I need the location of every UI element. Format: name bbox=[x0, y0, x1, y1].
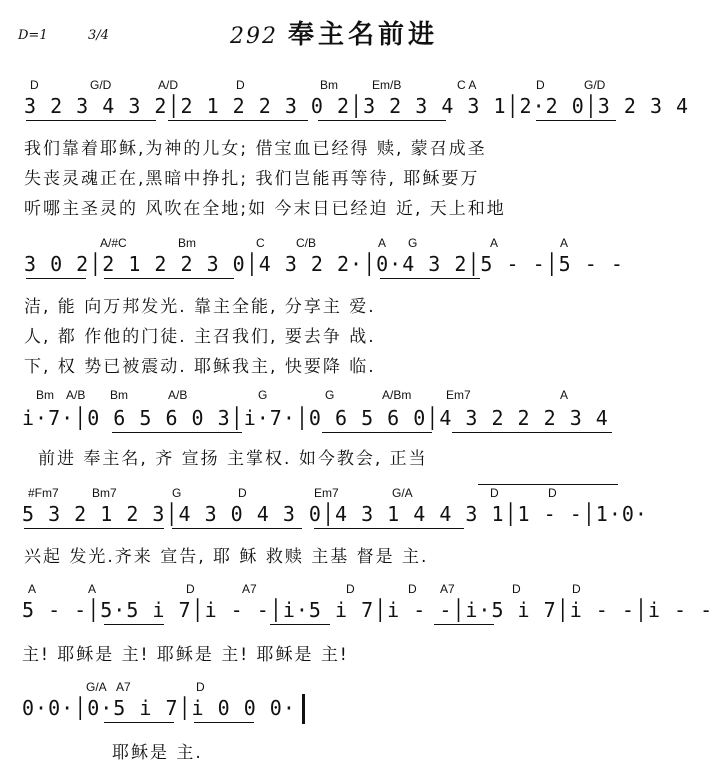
chord: D bbox=[30, 78, 39, 92]
chord: Em/B bbox=[372, 78, 402, 92]
underline bbox=[270, 624, 330, 625]
chord: A bbox=[560, 388, 569, 402]
chord: G bbox=[408, 236, 418, 250]
chord: A7 bbox=[440, 582, 455, 596]
chord: G bbox=[325, 388, 335, 402]
underline bbox=[168, 120, 308, 121]
notes-line: 3 0 2│2 1 2 2 3 0│4 3 2 2·│0·4 3 2│5 - -│5 - - bbox=[24, 252, 624, 276]
chord: A/D bbox=[158, 78, 179, 92]
chord: Bm bbox=[36, 388, 54, 402]
chord: D bbox=[490, 486, 499, 500]
final-barline bbox=[302, 694, 305, 724]
lyric-chorus: 前进 奉主名, 齐 宣扬 主掌权. 如今教会, 正当 bbox=[38, 449, 428, 469]
chord: D bbox=[238, 486, 247, 500]
time-signature: 3/4 bbox=[88, 28, 109, 43]
lyric-verse-2: 失丧灵魂正在,黑暗中挣扎; 我们岂能再等待, 耶稣要万 bbox=[24, 169, 480, 189]
notes-line: 3 2 3 4 3 2│2 1 2 2 3 0 2│3 2 3 4 3 1│2·2 0│3 2 3 4 bbox=[24, 94, 690, 118]
key-signature: D=1 bbox=[18, 28, 48, 43]
hymn-number: 292 bbox=[230, 24, 278, 49]
chord: D bbox=[512, 582, 521, 596]
chord: Em7 bbox=[314, 486, 339, 500]
chord: D bbox=[548, 486, 557, 500]
lyric-chorus: 主! 耶稣是 主! 耶稣是 主! 耶稣是 主! bbox=[22, 645, 349, 665]
chord: Bm bbox=[320, 78, 338, 92]
underline bbox=[380, 278, 480, 279]
chord: A bbox=[560, 236, 569, 250]
underline bbox=[314, 528, 464, 529]
chord: A/#C bbox=[100, 236, 127, 250]
underline bbox=[104, 278, 234, 279]
lyric-chorus: 耶稣是 主. bbox=[112, 743, 203, 763]
underline bbox=[24, 528, 164, 529]
chord: D bbox=[572, 582, 581, 596]
underline bbox=[112, 432, 242, 433]
notes-line: i·7·│0 6 5 6 0 3│i·7·│0 6 5 6 0│4 3 2 2 2 3 4 bbox=[22, 406, 609, 430]
chord: G/D bbox=[584, 78, 606, 92]
chord: A7 bbox=[242, 582, 257, 596]
underline bbox=[104, 624, 164, 625]
chord: A bbox=[490, 236, 499, 250]
chord: D bbox=[196, 680, 205, 694]
lyric-verse-3: 下, 权 势已被震动. 耶稣我主, 快要降 临. bbox=[24, 357, 376, 377]
underline bbox=[536, 120, 616, 121]
underline bbox=[434, 624, 494, 625]
ending-bracket bbox=[478, 484, 618, 485]
chord: A/B bbox=[66, 388, 86, 402]
chord: C bbox=[256, 236, 265, 250]
chord: A7 bbox=[116, 680, 131, 694]
underline bbox=[194, 722, 254, 723]
chord: G/A bbox=[86, 680, 107, 694]
chord: D bbox=[536, 78, 545, 92]
chord: G/D bbox=[90, 78, 112, 92]
lyric-verse-3: 听哪主圣灵的 风吹在全地;如 今末日已经迫 近, 天上和地 bbox=[24, 199, 506, 219]
chord: G/A bbox=[392, 486, 413, 500]
chord: A/Bm bbox=[382, 388, 412, 402]
lyric-verse-1: 我们靠着耶稣,为神的儿女; 借宝血已经得 赎, 蒙召成圣 bbox=[24, 139, 487, 159]
chord: A/B bbox=[168, 388, 188, 402]
chord: A bbox=[88, 582, 97, 596]
chord: C/B bbox=[296, 236, 317, 250]
underline bbox=[26, 120, 156, 121]
chord: G bbox=[258, 388, 268, 402]
chord: D bbox=[408, 582, 417, 596]
chord: D bbox=[186, 582, 195, 596]
underline bbox=[322, 432, 432, 433]
hymn-title bbox=[230, 14, 438, 51]
chord: D bbox=[346, 582, 355, 596]
chord: Bm bbox=[178, 236, 196, 250]
chord: Bm bbox=[110, 388, 128, 402]
chord: C A bbox=[457, 78, 477, 92]
chord: Em7 bbox=[446, 388, 471, 402]
lyric-chorus: 兴起 发光.齐来 宣告, 耶 稣 救赎 主基 督是 主. bbox=[24, 547, 429, 567]
notes-line: 0·0·│0·5 i 7│i 0 0 0· bbox=[22, 696, 296, 720]
notes-line: 5 3 2 1 2 3│4 3 0 4 3 0│4 3 1 4 4 3 1│1 - -│1·0· bbox=[22, 502, 648, 526]
underline bbox=[104, 722, 174, 723]
lyric-verse-1: 洁, 能 向万邦发光. 靠主全能, 分享主 爱. bbox=[24, 297, 376, 317]
underline bbox=[26, 278, 86, 279]
notes-line: 5 - -│5·5 i 7│i - -│i·5 i 7│i - -│i·5 i 7│i - -│i - - bbox=[22, 598, 713, 622]
underline bbox=[452, 432, 612, 433]
chord: G bbox=[172, 486, 182, 500]
chord: #Fm7 bbox=[28, 486, 59, 500]
chord: A bbox=[28, 582, 37, 596]
hymn-title-text: 奉主名前进 bbox=[288, 20, 439, 50]
chord: A bbox=[378, 236, 387, 250]
chord: Bm7 bbox=[92, 486, 117, 500]
lyric-verse-2: 人, 都 作他的门徒. 主召我们, 要去争 战. bbox=[24, 327, 376, 347]
chord: D bbox=[236, 78, 245, 92]
underline bbox=[172, 528, 302, 529]
underline bbox=[318, 120, 446, 121]
